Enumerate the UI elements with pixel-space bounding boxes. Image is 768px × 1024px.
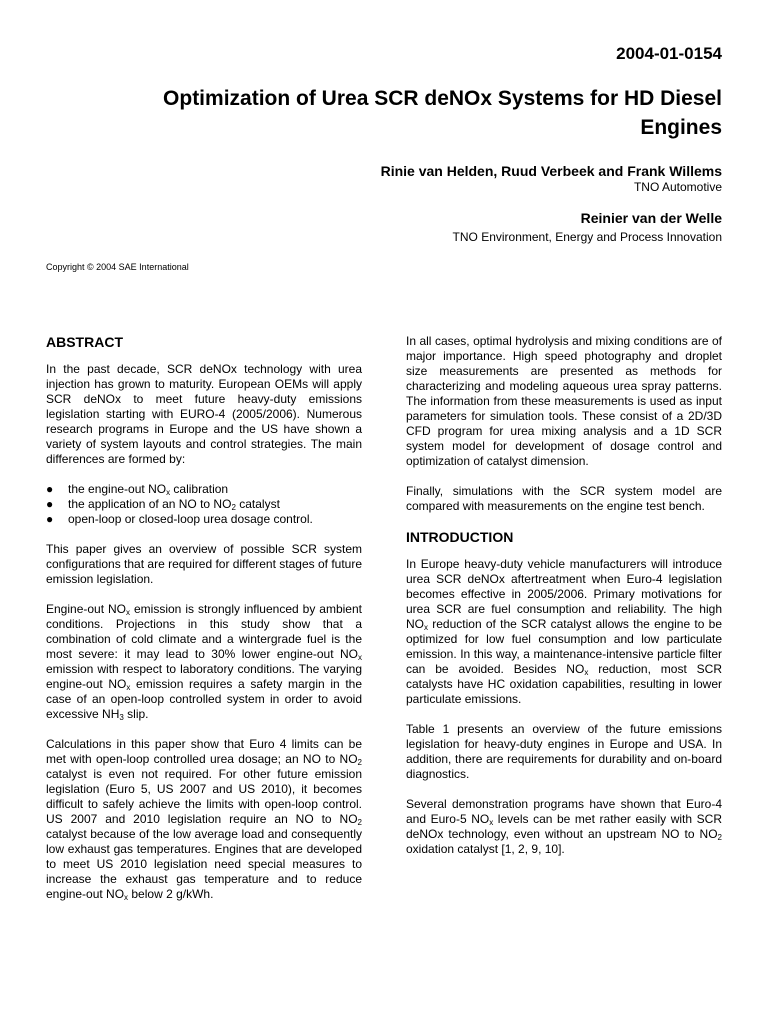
abstract-paragraph-2: This paper gives an overview of possible SCR system configurations that are required for different stages of future emission legislation. [46, 542, 362, 586]
authors-secondary: Reinier van der Welle [580, 210, 722, 226]
bullet-icon: ● [46, 497, 54, 511]
abstract-paragraph-1: In the past decade, SCR deNOx technology with urea injection has grown to maturity. European OEMs will apply SCR deNOx to meet future heavy-duty emissions legislation starting with EURO-4 (2005/2006). Numerous research programs in Europe and the US have shown a variety of system layouts and control strategies. The main differences are formed by: [46, 362, 362, 466]
abstract-paragraph-3: Engine-out $NO_x$ emission is strongly influenced by ambient conditions. Projections in this study show that a combination of cold climate and a wintergrade fuel is the most severe: it may lead to 30% lower engine-out $NO_x$ emission with respect to laboratory conditions. The varying engine-out $NO_x$ emission requires a safety margin in the case of an open-loop controlled system in order to avoid excessive $NH_3$ slip. [46, 602, 363, 722]
abstract-heading: ABSTRACT [46, 334, 123, 350]
introduction-heading: INTRODUCTION [406, 529, 514, 545]
abstract-bullet-list [46, 482, 362, 527]
intro-paragraph-3: Several demonstration programs have shown that Euro-4 and Euro-5 $NO_x$ levels can be met rather easily with SCR deNOx technology, even without an upstream NO to $NO_2$ oxidation catalyst [1, 2, 9, 10]. [406, 797, 722, 856]
list-item: ● the engine-out $NO_x$ calibration [46, 482, 229, 497]
paper-title: Optimization of Urea SCR deNOx Systems for HD Diesel Engines [163, 87, 722, 139]
abstract-paragraph-5: In all cases, optimal hydrolysis and mixing conditions are of major importance. High speed photography and droplet size measurements are presented as methods for characterizing and modeling aqueous urea spray patterns. The information from these measurements is used as input parameters for simulation tools. These consist of a 2D/3D CFD program for urea mixing analysis and a 1D SCR system model for development of dosage control and optimization of catalyst dimension. [406, 334, 722, 468]
affiliation-primary: TNO Automotive [633, 180, 722, 194]
list-item: ● open-loop or closed-loop urea dosage control. [46, 512, 313, 526]
bullet-icon: ● [46, 512, 54, 526]
intro-paragraph-2: Table 1 presents an overview of the future emissions legislation for heavy-duty engines in Europe and USA. In addition, there are requirements for durability and on-board diagnostics. [406, 722, 722, 781]
authors-primary: Rinie van Helden, Ruud Verbeek and Frank Willems [380, 163, 722, 179]
paper-number: 2004-01-0154 [616, 44, 722, 63]
affiliation-secondary: TNO Environment, Energy and Process Innovation [452, 230, 722, 244]
abstract-paragraph-4: Calculations in this paper show that Euro 4 limits can be met with open-loop controlled urea dosage; an NO to $NO_2$ catalyst is even not required. For other future emission legislation (Euro 5, US 2007 and US 2010), it becomes difficult to safely achieve the limits with open-loop control. US 2007 and 2010 legislation require an NO to $NO_2$ catalyst because of the low average load and consequently low exhaust gas temperatures. Engines that are developed to meet US 2010 legislation need special measures to increase the exhaust gas temperature and to reduce engine-out $NO_x$ below 2 g/kWh. [46, 737, 362, 902]
right-column [406, 334, 722, 872]
left-column [46, 334, 362, 917]
bullet-icon: ● [46, 482, 54, 496]
abstract-paragraph-6: Finally, simulations with the SCR system model are compared with measurements on the engine test bench. [406, 484, 722, 513]
intro-paragraph-1: In Europe heavy-duty vehicle manufacturers will introduce urea SCR deNOx aftertreatment when Euro-4 legislation becomes effective in 2005/2006. Primary motivations for urea SCR are fuel consumption and reliability. The high $NO_x$ reduction of the SCR catalyst allows the engine to be optimized for low fuel consumption and low particulate emission. In this way, a maintenance-intensive particle filter can be avoided. Besides $NO_x$ reduction, most SCR catalysts have HC oxidation capabilities, resulting in lower particulate emissions. [406, 557, 723, 706]
copyright-notice: Copyright © 2004 SAE International [46, 262, 189, 272]
list-item: ● the application of an NO to $NO_2$ catalyst [46, 497, 280, 512]
